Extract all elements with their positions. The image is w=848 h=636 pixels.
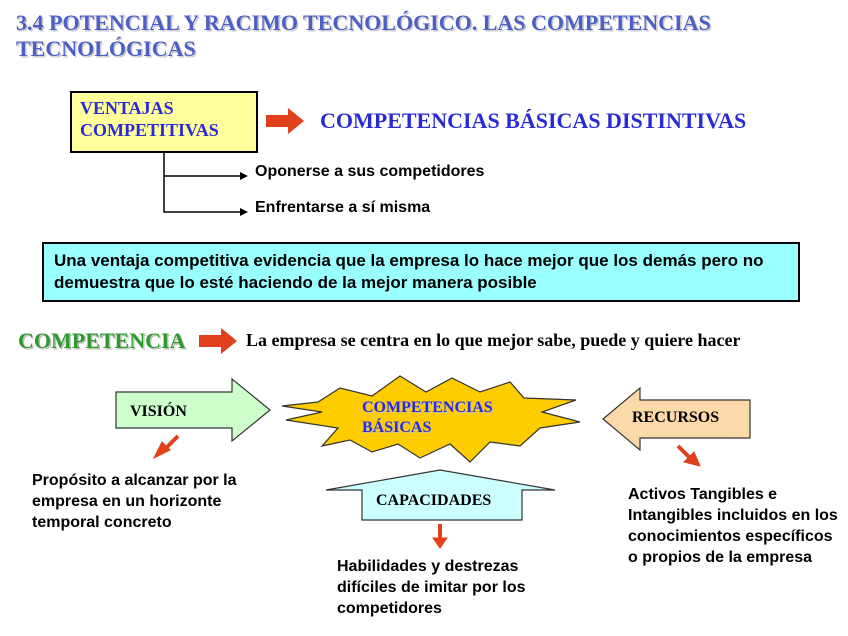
vision-label: VISIÓN [130, 403, 187, 420]
arrowhead-icon [240, 172, 248, 180]
red-arrow-icon [199, 328, 237, 354]
ventajas-label-line2: COMPETITIVAS [80, 120, 219, 140]
definition-box: Una ventaja competitiva evidencia que la empresa lo hace mejor que los demás pero no demuestra que lo esté haciendo de la mejor manera posible [42, 242, 800, 302]
recursos-description: Activos Tangibles e Intangibles incluidos en los conocimientos específicos o propios de la empresa [628, 486, 838, 566]
red-pointer-icon [678, 446, 700, 466]
ventajas-label-line1: VENTAJAS [80, 98, 174, 118]
core-competencies-label [362, 398, 493, 438]
branch-connector [164, 153, 240, 212]
capacidades-label: CAPACIDADES [376, 492, 492, 509]
ventajas-competitivas-box [70, 91, 258, 153]
core-label-line1: COMPETENCIAS [362, 399, 493, 416]
recursos-label: RECURSOS [632, 409, 720, 426]
arrowhead-icon [240, 208, 248, 216]
competencias-basicas-distintivas: COMPETENCIAS BÁSICAS DISTINTIVAS [320, 108, 747, 133]
branch-item: Enfrentarse a sí misma [255, 199, 431, 216]
red-pointer-icon [433, 524, 447, 548]
competencia-description: La empresa se centra en lo que mejor sabe, puede y quiere hacer [246, 330, 741, 350]
red-arrow-icon [266, 108, 304, 134]
core-label-line2: BÁSICAS [362, 419, 432, 436]
red-pointer-icon [154, 436, 178, 458]
page-title: 3.4 POTENCIAL Y RACIMO TECNOLÓGICO. LAS COMPETENCIAS TECNOLÓGICAS [16, 10, 711, 61]
branch-item: Oponerse a sus competidores [255, 163, 485, 180]
capacidades-description: Habilidades y destrezas difíciles de imitar por los competidores [337, 558, 526, 617]
vision-description: Propósito a alcanzar por la empresa en un horizonte temporal concreto [32, 472, 237, 531]
competencia-label: COMPETENCIA [18, 328, 186, 353]
